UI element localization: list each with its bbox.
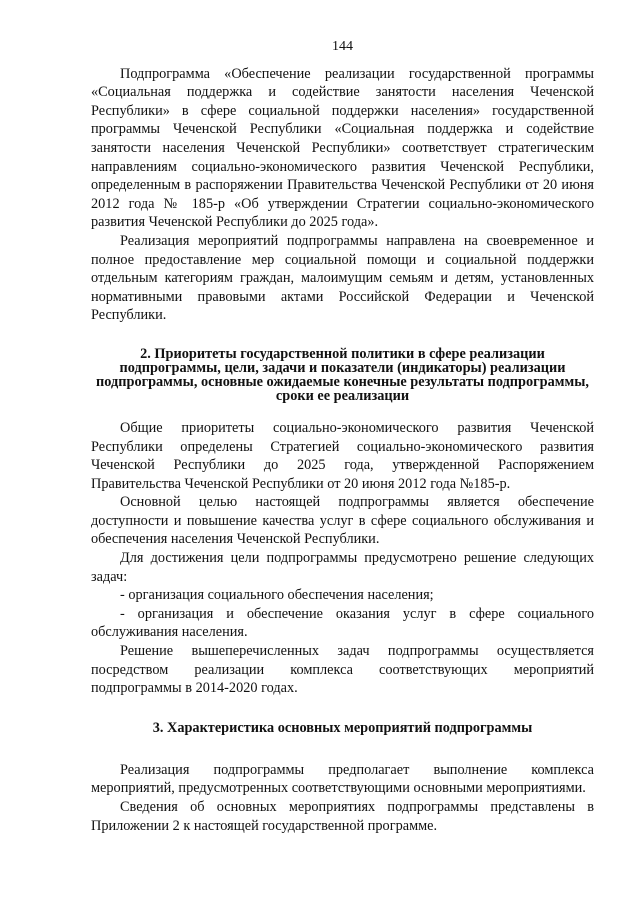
intro-paragraph-1: Подпрограмма «Обеспечение реализации государственной программы «Социальная поддержка и содействие занятости населения Чеченской Республики» в сфере социальной поддержки населения» государственной программы Чеченской Республики «Социальная поддержка и содействие занятости населения Чеченской Республики» соответствует стратегическим направлениям социально-экономического развития Чеченской Республики, определенным в распоряжении Правительства Чеченской Республики от 20 июня 2012 года № 185-р «Об утверждении Стратегии социально-экономического развития Чеченской Республики до 2025 года». xyxy=(91,65,594,231)
section-2-paragraph-3: Для достижения цели подпрограммы предусмотрено решение следующих задач: xyxy=(91,550,594,585)
page-number: 144 xyxy=(332,39,353,54)
task-list-item: - организация и обеспечение оказания услуг в сфере социального обслуживания населения. xyxy=(91,605,594,641)
section-2-paragraph-4: Решение вышеперечисленных задач подпрограммы осуществляется посредством реализации комплекса соответствующих мероприятий подпрограммы в 2014-2020 годах. xyxy=(91,643,594,697)
section-3-heading: 3. Характеристика основных мероприятий подпрограммы xyxy=(152,719,533,736)
intro-paragraph-2: Реализация мероприятий подпрограммы направлена на своевременное и полное предоставление мер социальной помощи и социальной поддержки отдельным категориям граждан, малоимущим семьям и детям, установленных нормативными правовыми актами Российской Федерации и Чеченской Республики. xyxy=(91,232,594,324)
section-3-paragraph-2: Сведения об основных мероприятиях подпрограммы представлены в Приложении 2 к настоящей государственной программе. xyxy=(91,799,594,834)
section-2-paragraph-2: Основной целью настоящей подпрограммы является обеспечение доступности и повышение качества услуг в сфере социального обслуживания и обеспечения населения Чеченской Республики. xyxy=(91,494,594,548)
section-3-paragraph-1: Реализация подпрограммы предполагает выполнение комплекса мероприятий, предусмотренных соответствующими основными мероприятиями. xyxy=(91,761,594,797)
section-2-paragraph-1: Общие приоритеты социально-экономического развития Чеченской Республики определены Стратегией социально-экономического развития Чеченской Республики до 2025 года, утвержденной Распоряжением Правительства Чеченской Республики от 20 июня 2012 года №185-р. xyxy=(91,419,594,492)
section-2-heading: 2. Приоритеты государственной политики в сфере реализации подпрограммы, цели, задачи и показатели (индикаторы) реализации подпрограммы, основные ожидаемые конечные результаты подпрограммы, сроки ее реализации xyxy=(96,345,589,404)
task-list-item: - организация социального обеспечения населения; xyxy=(120,587,434,604)
